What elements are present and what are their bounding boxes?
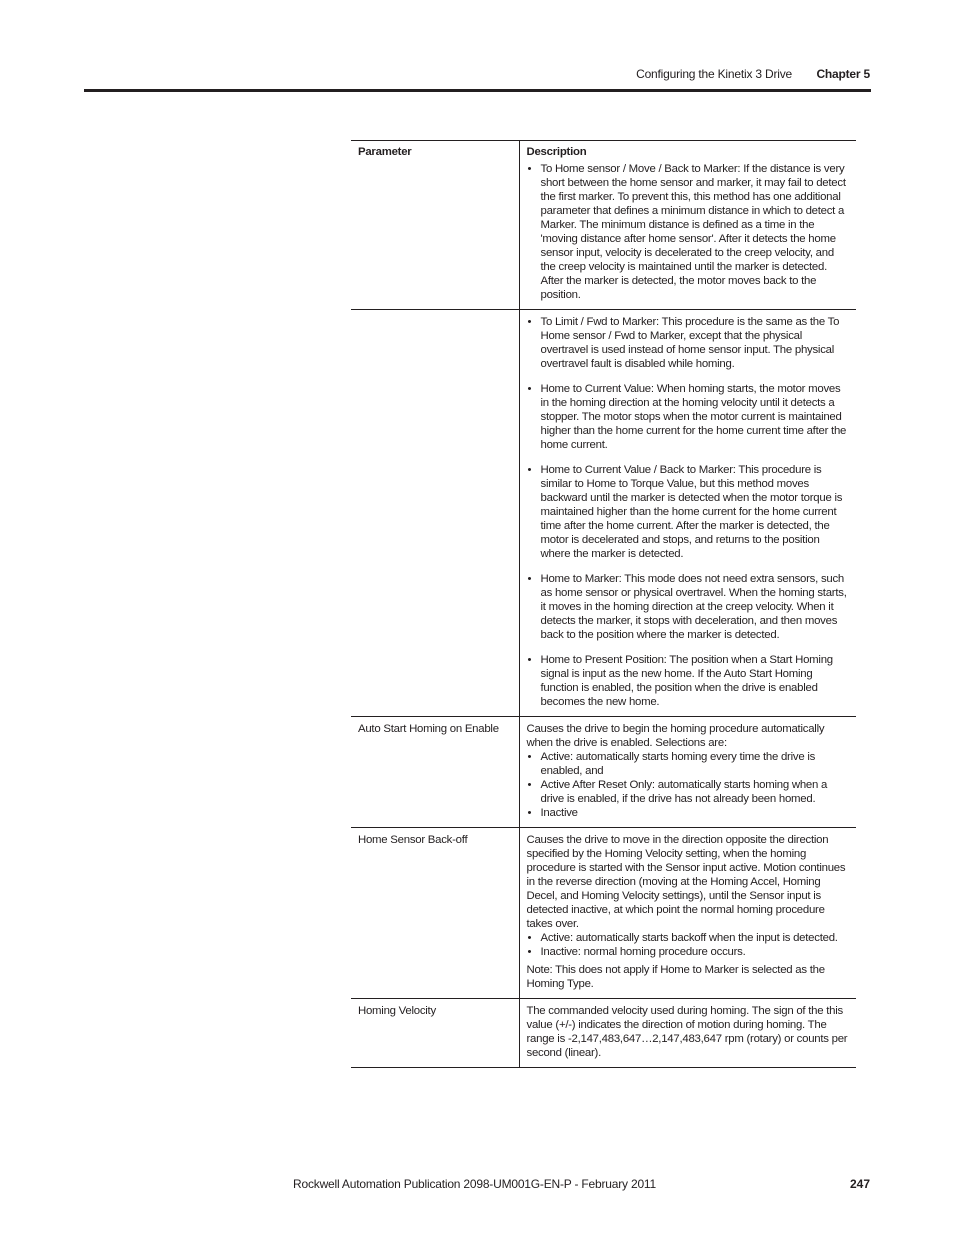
list-item: • Home to Present Position: The position when a Start Homing signal is input as the new home. If the Auto Start Homing function is enabled, the position when the drive is enabled becomes the new home. bbox=[527, 654, 833, 708]
table-row bbox=[351, 310, 856, 717]
table-header-row bbox=[351, 141, 856, 163]
description-cell bbox=[519, 828, 856, 999]
description-text: Causes the drive to move in the direction opposite the direction specified by the Homing Velocity setting, when the homing procedure is started with the Sensor input active. Motion continues in the reverse direction (moving at the Homing Accel, Homing Decel, and Homing Velocity settings), until the Sensor input is detected inactive, at which point the normal homing procedure takes over. bbox=[526, 834, 846, 930]
parameter-name: Homing Velocity bbox=[351, 999, 519, 1068]
bullet-list bbox=[527, 750, 850, 820]
table-row bbox=[351, 999, 856, 1068]
description-cell bbox=[519, 310, 856, 717]
column-header-parameter: Parameter bbox=[351, 141, 519, 163]
list-item: • To Limit / Fwd to Marker: This procedure is the same as the To Home sensor / Fwd to Marker, except that the physical overtravel is used instead of home sensor input. The physical overtravel fault is disabled while homing. bbox=[527, 316, 840, 370]
list-item: • Inactive bbox=[527, 807, 578, 819]
footer-page-number: 247 bbox=[849, 1177, 870, 1191]
note-text: Note: This does not apply if Home to Marker is selected as the Homing Type. bbox=[526, 964, 825, 990]
list-item: • Active: automatically starts homing every time the drive is enabled, and bbox=[527, 751, 816, 777]
list-item: • Active After Reset Only: automatically starts homing when a drive is enabled, if the drive has not already been homed. bbox=[527, 779, 828, 805]
footer-publication: Rockwell Automation Publication 2098-UM001G-EN-P - February 2011 bbox=[293, 1177, 656, 1191]
header-chapter: Chapter 5 bbox=[816, 67, 870, 81]
list-item: • Inactive: normal homing procedure occurs. bbox=[527, 946, 746, 958]
description-text: The commanded velocity used during homing. The sign of the this value (+/-) indicates the direction of motion during homing. The range is -2,147,483,647…2,147,483,647 rpm (rotary) or counts per second (linear). bbox=[526, 1005, 848, 1059]
table-row bbox=[351, 717, 856, 828]
header-section-title: Configuring the Kinetix 3 Drive bbox=[636, 67, 792, 81]
table-row bbox=[351, 162, 856, 310]
parameter-name: Home Sensor Back-off bbox=[351, 828, 519, 999]
list-item: • Home to Current Value / Back to Marker: This procedure is similar to Home to Torque Value, but this method moves backward until the marker is detected when the motor torque is maintained higher than the home current for the home current time after the home current. After the marker is detected, the motor is decelerated and stops, and returns to the position where the marker is detected. bbox=[527, 464, 843, 560]
parameter-table bbox=[351, 140, 856, 1068]
list-item: • Active: automatically starts backoff when the input is detected. bbox=[527, 932, 838, 944]
column-header-description: Description bbox=[519, 141, 856, 163]
bullet-list bbox=[527, 931, 850, 959]
description-text: Causes the drive to begin the homing procedure automatically when the drive is enabled. Selections are: bbox=[526, 723, 825, 749]
bullet-list bbox=[527, 162, 850, 302]
list-item: • Home to Current Value: When homing starts, the motor moves in the homing direction at the homing velocity until it detects a stopper. The motor stops when the motor current is maintained higher than the home current for the home current time after the home current. bbox=[527, 383, 847, 451]
parameter-cell bbox=[351, 162, 519, 310]
description-cell bbox=[519, 162, 856, 310]
parameter-cell bbox=[351, 310, 519, 717]
list-item: • Home to Marker: This mode does not need extra sensors, such as home sensor or physical overtravel. When the homing starts, it moves in the homing direction at the creep velocity. When it detects the marker, it stops with deceleration, and then moves back to the position where the marker is detected. bbox=[527, 573, 847, 641]
table-row bbox=[351, 828, 856, 999]
bullet-list bbox=[527, 315, 850, 709]
description-cell bbox=[519, 717, 856, 828]
parameter-name: Auto Start Homing on Enable bbox=[351, 717, 519, 828]
header-rule bbox=[84, 89, 871, 92]
description-cell bbox=[519, 999, 856, 1068]
list-item: • To Home sensor / Move / Back to Marker: If the distance is very short between the home sensor and marker, it may fail to detect the first marker. To prevent this, this method has one additional parameter that defines a minimum distance in which to detect a Marker. The minimum distance is defined as a time in the 'moving distance after home sensor'. After it detects the home sensor input, velocity is decelerated to the creep velocity, and the creep velocity is maintained until the marker is detected. After the marker is detected, the motor moves back to the position. bbox=[527, 163, 846, 301]
